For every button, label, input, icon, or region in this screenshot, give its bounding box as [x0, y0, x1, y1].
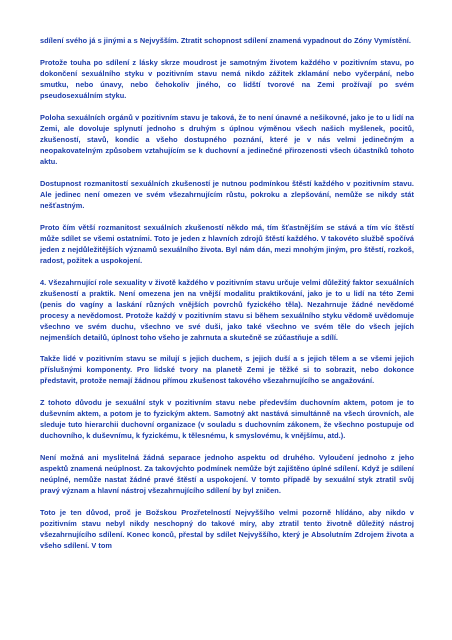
paragraph-6: 4. Všezahrnující role sexuality v životě každého v pozitivním stavu určuje velmi důležitý faktor sexuálních zkušeností a praktik. Není omezena jen na vnější modalitu praktikování, jako je to u lidí na této Zemi (penis do vagíny a laskání různých vnějších povrchů fyzického těla). Nezahrnuje žádné nevědomé procesy a nevědomost. Protože každý v pozitivním stavu si během sexuálního styku vědomě uvědomuje všechno ve svém duchu, všechno ve své duši, jako také všechno ve svém těle do všech jejích nejmenších detailů, úplnost toho všeho je zahrnuta a skutečně se zúčastňuje a sdílí. [40, 278, 414, 342]
paragraph-2: Protože touha po sdílení z lásky skrze moudrost je samotným životem každého v pozitivním stavu, po dokončení sexuálního styku v pozitivním stavu nemá nikdo zážitek zklamání nebo vyčerpání, nebo smutku, nebo únavy, nebo čehokoliv jiného, co lidští tvorové na Zemi prožívají po svém pseudosexuálním styku. [40, 58, 414, 100]
paragraph-5: Proto čím větší rozmanitost sexuálních zkušeností někdo má, tím šťastnějším se stává a tím víc štěstí může sdílet se všemi ostatními. Toto je jeden z hlavních zdrojů štěstí každého. V takovéto službě spočívá jeden z nejdůležitějších významů sexuálního života. Byl nám dán, mezi mnohým jiným, pro štěstí, rozkoš, radost, požitek a uspokojení. [40, 223, 414, 265]
paragraph-1: sdílení svého já s jinými a s Nejvyšším. Ztratit schopnost sdílení znamená vypadnout do Zóny Vymístění. [40, 36, 411, 45]
paragraph-3: Poloha sexuálních orgánů v pozitivním stavu je taková, že to není únavné a nešikovné, jako je to u lidí na Zemi, ale dovoluje splynutí jednoho s druhým s úplnou výměnou všech našich myšlenek, pocitů, zkušeností, stavů, kondic a všeho dostupného poznání, které je v nás velmi jedinečným a neopakovatelným způsobem vztahujícím se k duchovní a jedinečné přirozenosti všech účastníků tohoto aktu. [40, 113, 414, 166]
paragraph-10: Toto je ten důvod, proč je Božskou Prozřetelností Nejvyššího velmi pozorně hlídáno, aby nikdo v pozitivním stavu nebyl nikdy neschopný do takové míry, aby ztratil tento životně důležitý nástroj všezahrnujícího sdílení. Konec konců, přestal by sdílet Nejvyššího, který je Absolutním Zdrojem života a všeho sdílení. V tom [40, 508, 414, 550]
paragraph-4: Dostupnost rozmanitostí sexuálních zkušeností je nutnou podmínkou štěstí každého v pozitivním stavu. Ale jedinec není omezen ve svém všezahrnujícím růstu, pokroku a zlepšování, nemůže se nikdy stát nešťastným. [40, 179, 414, 210]
paragraph-9: Není možná ani myslitelná žádná separace jednoho aspektu od druhého. Vyloučení jednoho z jeho aspektů znamená neúplnost. Za takovýchto podmínek nemůže být zajištěno úplné sdílení. Když je sdílení neúplné, nemůže nastat žádné pravé štěstí a uspokojení. V tomto případě by sexuální styk ztratil svůj pravý význam a hlavní nástroj všezahrnujícího sdílení by byl zničen. [40, 453, 414, 495]
paragraph-8: Z tohoto důvodu je sexuální styk v pozitivním stavu nebe především duchovním aktem, potom je to duševním aktem, a potom je to fyzickým aktem. Samotný akt nastává simultánně na všech úrovních, ale sleduje tuto hierarchii duchovní organizace (v souladu s duchovním zákonem, že všechno postupuje od duchovního, k duševnímu, k fyzickému, k tělesnému, k smyslovému, k vnějšímu, atd.). [40, 398, 414, 440]
paragraph-7: Takže lidé v pozitivním stavu se milují s jejich duchem, s jejich duší a s jejich tělem a se všemi jejich příslušnými komponenty. Pro lidské tvory na planetě Zemi je těžké si to sobrazit, nebo dokonce představit, protože nemají žádnou přímou zkušenost takového všezahrnujícího se angažování. [40, 354, 414, 385]
